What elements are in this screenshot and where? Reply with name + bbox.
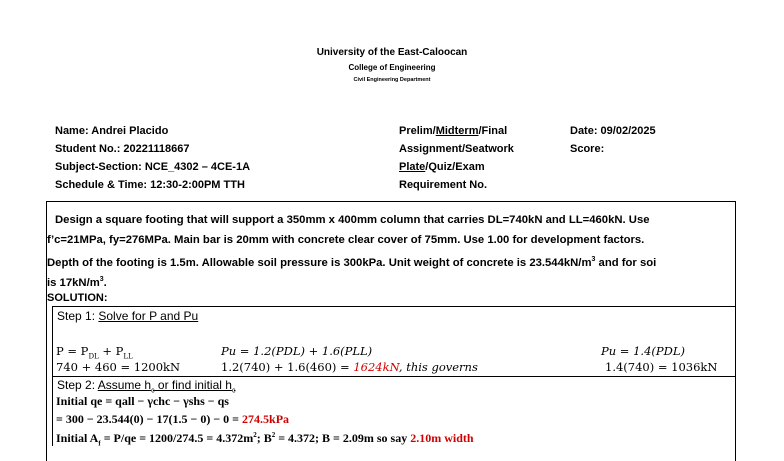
plate-line: Plate/Quiz/Exam [399, 161, 485, 173]
date: Date: 09/02/2025 [570, 125, 656, 137]
problem-line-2: f’c=21MPa, fy=276MPa. Main bar is 20mm with concrete clear cover of 75mm. Use 1.00 for development factors. [47, 233, 645, 246]
schedule-time: Schedule & Time: 12:30-2:00PM TTH [55, 179, 245, 191]
department-title: Civil Engineering Department [353, 77, 431, 83]
college-title: College of Engineering [348, 63, 436, 72]
qe-result: 274.5kPa [242, 412, 290, 426]
problem-line-3: Depth of the footing is 1.5m. Allowable soil pressure is 300kPa. Unit weight of concrete is $23.544kN/m^3$ and for soi [47, 256, 657, 269]
term-line: Prelim/Midterm/Final [399, 125, 508, 137]
step-2-section [52, 376, 736, 446]
p-value: 740 + 460 = 1200kN [56, 360, 181, 374]
solution-label: SOLUTION: [47, 292, 108, 304]
student-name: Name: Andrei Placido [55, 125, 169, 137]
qe-equation: Initial qe = qall − γchc − γshs − qs [56, 394, 229, 408]
step-1-section [52, 306, 736, 376]
university-title: University of the East-Caloocan [316, 47, 468, 58]
meta-info [570, 122, 656, 158]
step-1-title: Step 1: Solve for P and Pu [57, 309, 199, 323]
af-calculation: Initial $A_f = P/qe = 1200/274.5 = 4.372m^2$; $B^2 = 4.372$; B = 2.09m so say 2.10m width [56, 431, 474, 448]
p-equation: $P = P_{DL} + P_{LL}$ [56, 344, 133, 361]
width-result: 2.10m width [410, 431, 474, 445]
pu-combo-1-equation: Pu = 1.2(PDL) + 1.6(PLL) [221, 344, 373, 358]
requirement-line: Requirement No. [399, 179, 488, 191]
step-2-title: Step 2: Assume $h_c$ or find initial $h_c$ [57, 378, 236, 395]
problem-line-4: is $17kN/m^3$. [47, 275, 107, 289]
pu-combo-1-value: 1.2(740) + 1.6(460) = 1624kN, this governs [221, 360, 478, 374]
student-number: Student No.: 20221118667 [55, 143, 190, 155]
qe-calculation: = 300 − 23.544(0) − 17(1.5 − 0) − 0 = 274.5kPa [56, 412, 290, 426]
exam-info [399, 122, 514, 194]
student-info [55, 122, 250, 194]
pu-governing-result: 1624kN [353, 360, 399, 374]
pu-combo-2-value: 1.4(740) = 1036kN [605, 360, 718, 374]
assignment-line: Assignment/Seatwork [399, 143, 514, 155]
score: Score: [570, 143, 605, 155]
pu-combo-2-equation: Pu = 1.4(PDL) [601, 344, 685, 358]
subject-section: Subject-Section: NCE_4302 – 4CE-1A [55, 161, 251, 173]
problem-statement [47, 211, 734, 289]
problem-line-1: Design a square footing that will support a 350mm x 400mm column that carries DL=740kN and LL=460kN. Use [55, 214, 650, 226]
